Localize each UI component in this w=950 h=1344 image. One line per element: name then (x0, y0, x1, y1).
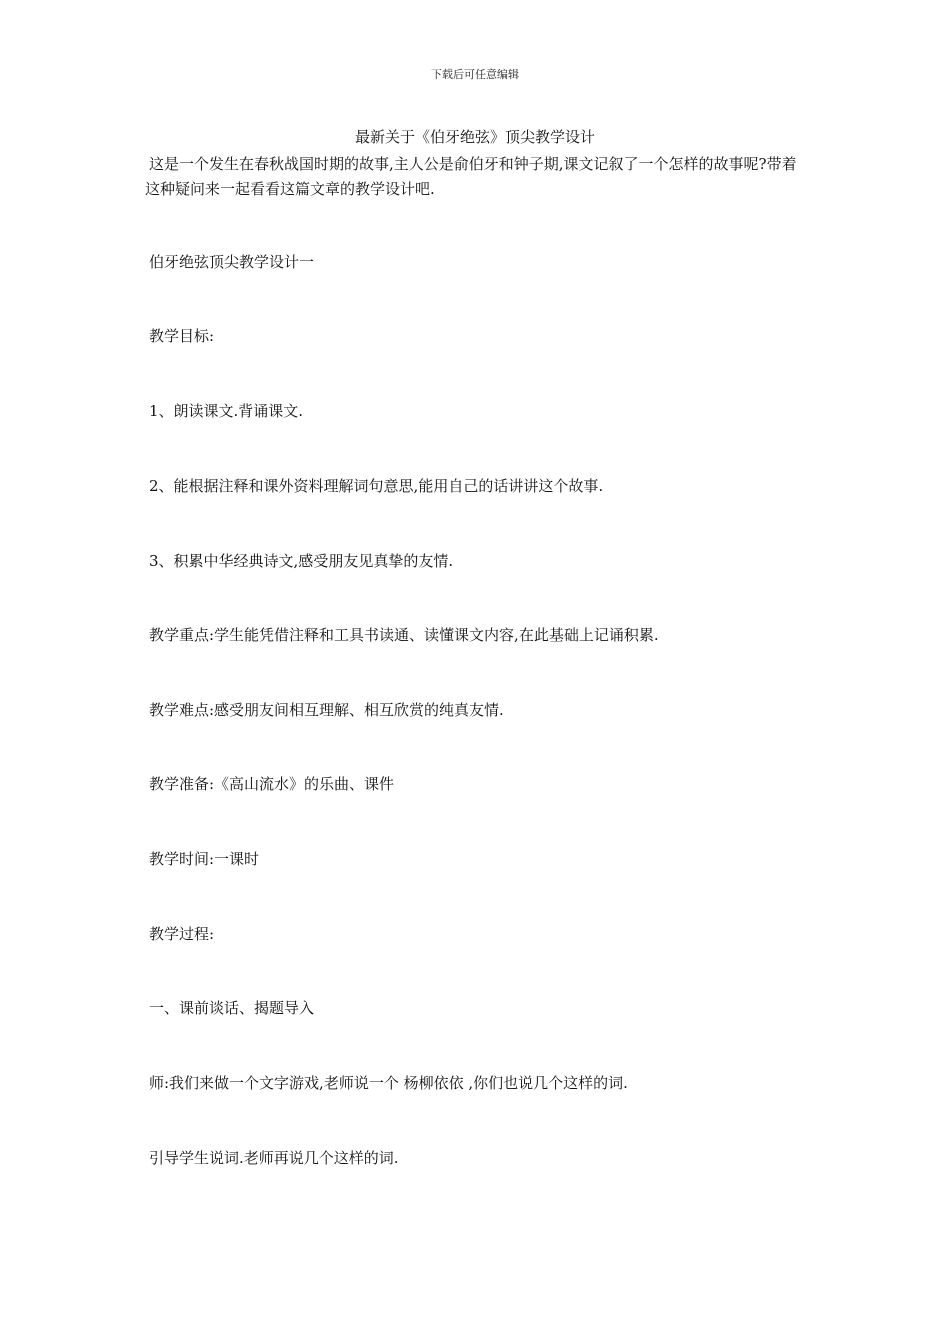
paragraph-teacher-speech: 师:我们来做一个文字游戏,老师说一个 杨柳依依 ,你们也说几个这样的词. (149, 1074, 628, 1092)
paragraph-preparation: 教学准备:《高山流水》的乐曲、课件 (149, 775, 395, 793)
paragraph-goal-2: 2、能根据注释和课外资料理解词句意思,能用自己的话讲讲这个故事. (149, 477, 604, 495)
header-note: 下载后可任意编辑 (431, 68, 519, 81)
intro-paragraph: 这是一个发生在春秋战国时期的故事,主人公是俞伯牙和钟子期,课文记叙了一个怎样的故事呢?带着这种疑问来一起看看这篇文章的教学设计吧. (145, 155, 797, 198)
paragraph-step-1: 一、课前谈话、揭题导入 (149, 999, 315, 1017)
paragraph-teaching-goals: 教学目标: (149, 327, 215, 345)
paragraph-goal-1: 1、朗读课文.背诵课文. (149, 402, 304, 420)
paragraph-process: 教学过程: (149, 925, 215, 943)
paragraph-time: 教学时间:一课时 (149, 850, 260, 868)
paragraph-guidance: 引导学生说词.老师再说几个这样的词. (149, 1149, 399, 1167)
paragraph-key-points: 教学重点:学生能凭借注释和工具书读通、读懂课文内容,在此基础上记诵积累. (149, 626, 659, 644)
document-title: 最新关于《伯牙绝弦》顶尖教学设计 (354, 128, 595, 146)
paragraph-difficulties: 教学难点:感受朋友间相互理解、相互欣赏的纯真友情. (149, 701, 504, 719)
section-heading-design-one: 伯牙绝弦顶尖教学设计一 (149, 253, 315, 271)
paragraph-goal-3: 3、积累中华经典诗文,感受朋友见真挚的友情. (149, 552, 454, 570)
